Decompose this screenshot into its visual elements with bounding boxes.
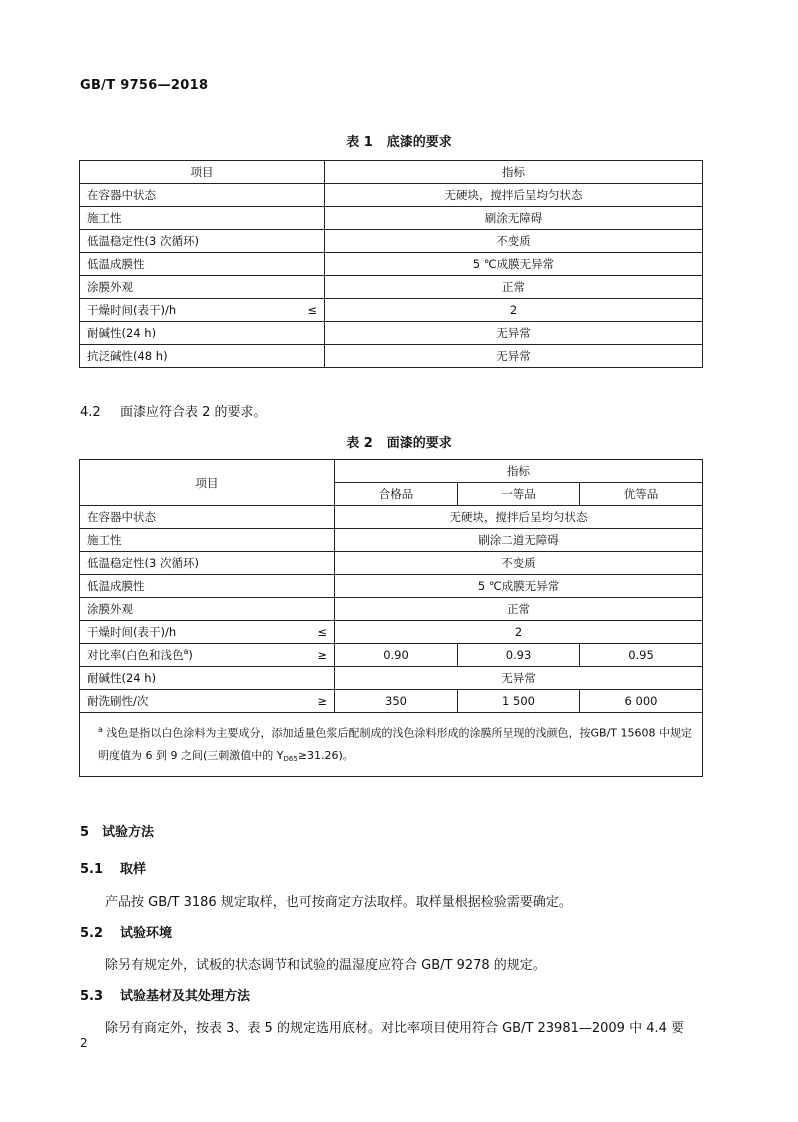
- table2-header-row: [80, 460, 703, 483]
- row-item-tail: ): [188, 648, 193, 662]
- row-item: 低温稳定性(3 次循环): [80, 230, 325, 253]
- row-value-g1: 350: [335, 690, 458, 713]
- row-item: [80, 644, 335, 667]
- section-5-3-heading: [80, 985, 250, 1004]
- table1-header-item: 项目: [80, 161, 325, 184]
- row-item-label: [87, 647, 193, 663]
- table-row: [80, 253, 703, 276]
- footnote-subscript: D65: [283, 754, 298, 763]
- row-value: 无硬块，搅拌后呈均匀状态: [325, 184, 703, 207]
- row-item-label: 干燥时间(表干)/h: [87, 625, 177, 639]
- row-value-g2: 1 500: [458, 690, 580, 713]
- row-value: 不变质: [325, 230, 703, 253]
- table-row: [80, 345, 703, 368]
- table2-footnote: [80, 713, 703, 777]
- row-item: 低温稳定性(3 次循环): [80, 552, 335, 575]
- table-row: [80, 207, 703, 230]
- table-row: [80, 667, 703, 690]
- section-5-heading: [80, 821, 154, 840]
- table-row: [80, 276, 703, 299]
- row-item: 耐碱性(24 h): [80, 322, 325, 345]
- grade-superior: 优等品: [580, 483, 703, 506]
- row-item: 在容器中状态: [80, 184, 325, 207]
- section-number: 5.1: [80, 862, 104, 877]
- table2-caption-number: 表 2: [346, 436, 373, 451]
- row-item: 施工性: [80, 529, 335, 552]
- section-title: 试验基材及其处理方法: [120, 989, 251, 1004]
- table-row: [80, 322, 703, 345]
- row-value: 刷涂无障碍: [325, 207, 703, 230]
- grade-qualified: 合格品: [335, 483, 458, 506]
- footnote-mark: a: [98, 725, 103, 734]
- grade-first-class: 一等品: [458, 483, 580, 506]
- row-item: 涂膜外观: [80, 276, 325, 299]
- row-value: 无硬块，搅拌后呈均匀状态: [335, 506, 703, 529]
- section-5-2-text: 除另有规定外，试板的状态调节和试验的温湿度应符合 GB/T 9278 的规定。: [105, 958, 546, 973]
- page-number: 2: [80, 1036, 88, 1050]
- row-symbol: ≤: [317, 625, 327, 639]
- row-symbol: ≥: [317, 648, 327, 662]
- table-row: [80, 598, 703, 621]
- row-item: 施工性: [80, 207, 325, 230]
- table1-primer-requirements: [79, 160, 703, 368]
- row-value: 正常: [335, 598, 703, 621]
- section-title: 取样: [120, 862, 147, 877]
- table-row: [80, 184, 703, 207]
- footnote-text: 浅色是指以白色涂料为主要成分，添加适量色浆后配制成的浅色涂料形成的涂膜所呈现的浅颜色，按GB/T 15608 中规定明度值为 6 到 9 之间(三刺激值中的 Y: [98, 726, 693, 762]
- table-row: [80, 575, 703, 598]
- table2-caption: [0, 432, 798, 451]
- table1-caption-title: 底漆的要求: [386, 135, 452, 150]
- clause-text: 面漆应符合表 2 的要求。: [120, 405, 267, 420]
- row-item: 抗泛碱性(48 h): [80, 345, 325, 368]
- row-value-g3: 6 000: [580, 690, 703, 713]
- row-value: 5 ℃成膜无异常: [325, 253, 703, 276]
- clause-4-2: [80, 401, 267, 420]
- section-title: 试验方法: [102, 825, 155, 840]
- row-item: 耐碱性(24 h): [80, 667, 335, 690]
- section-5-2-heading: [80, 922, 172, 941]
- table1-caption-number: 表 1: [346, 135, 373, 150]
- section-5-1-text: 产品按 GB/T 3186 规定取样，也可按商定方法取样。取样量根据检验需要确定。: [105, 895, 572, 910]
- row-value-g3: 0.95: [580, 644, 703, 667]
- row-value: 不变质: [335, 552, 703, 575]
- section-title: 试验环境: [120, 926, 173, 941]
- row-item: [80, 690, 335, 713]
- row-item: [80, 621, 335, 644]
- table-row: [80, 552, 703, 575]
- row-value: 5 ℃成膜无异常: [335, 575, 703, 598]
- row-value: 2: [325, 299, 703, 322]
- table-row: [80, 529, 703, 552]
- row-value: 无异常: [325, 322, 703, 345]
- row-item: 低温成膜性: [80, 253, 325, 276]
- table-row: [80, 690, 703, 713]
- section-number: 5: [80, 825, 90, 840]
- row-value: 无异常: [325, 345, 703, 368]
- row-value: 刷涂二道无障碍: [335, 529, 703, 552]
- row-value: 2: [335, 621, 703, 644]
- section-5-3-text: 除另有商定外，按表 3、表 5 的规定选用底材。对比率项目使用符合 GB/T 23981—2009 中 4.4 要: [105, 1021, 685, 1036]
- table-row: [80, 621, 703, 644]
- footnote-text-tail: ≥31.26)。: [297, 748, 354, 762]
- section-5-1-heading: [80, 858, 146, 877]
- table2-caption-title: 面漆的要求: [386, 436, 452, 451]
- row-value-g1: 0.90: [335, 644, 458, 667]
- table2-topcoat-requirements: [79, 459, 703, 777]
- row-item-label: 耐洗刷性/次: [87, 694, 149, 708]
- table2-footnote-row: [80, 713, 703, 777]
- table2-header-index: 指标: [335, 460, 703, 483]
- clause-number: 4.2: [80, 405, 101, 420]
- row-symbol: ≤: [307, 303, 317, 317]
- section-number: 5.3: [80, 989, 104, 1004]
- table1-caption: [0, 131, 798, 150]
- table-row: [80, 506, 703, 529]
- section-number: 5.2: [80, 926, 104, 941]
- table-row: [80, 299, 703, 322]
- row-item: 在容器中状态: [80, 506, 335, 529]
- row-item: [80, 299, 325, 322]
- row-value: 无异常: [335, 667, 703, 690]
- row-symbol: ≥: [317, 694, 327, 708]
- table2-header-item: 项目: [80, 460, 335, 506]
- row-item-text: 对比率(白色和浅色: [87, 648, 184, 662]
- table-row: [80, 644, 703, 667]
- standard-header: GB/T 9756—2018: [80, 78, 209, 93]
- footnote-ref: a: [183, 647, 189, 657]
- table-row: [80, 230, 703, 253]
- row-item: 低温成膜性: [80, 575, 335, 598]
- row-item-label: 干燥时间(表干)/h: [87, 303, 177, 317]
- table1-header-index: 指标: [325, 161, 703, 184]
- table1-header-row: [80, 161, 703, 184]
- row-item: 涂膜外观: [80, 598, 335, 621]
- row-value-g2: 0.93: [458, 644, 580, 667]
- row-value: 正常: [325, 276, 703, 299]
